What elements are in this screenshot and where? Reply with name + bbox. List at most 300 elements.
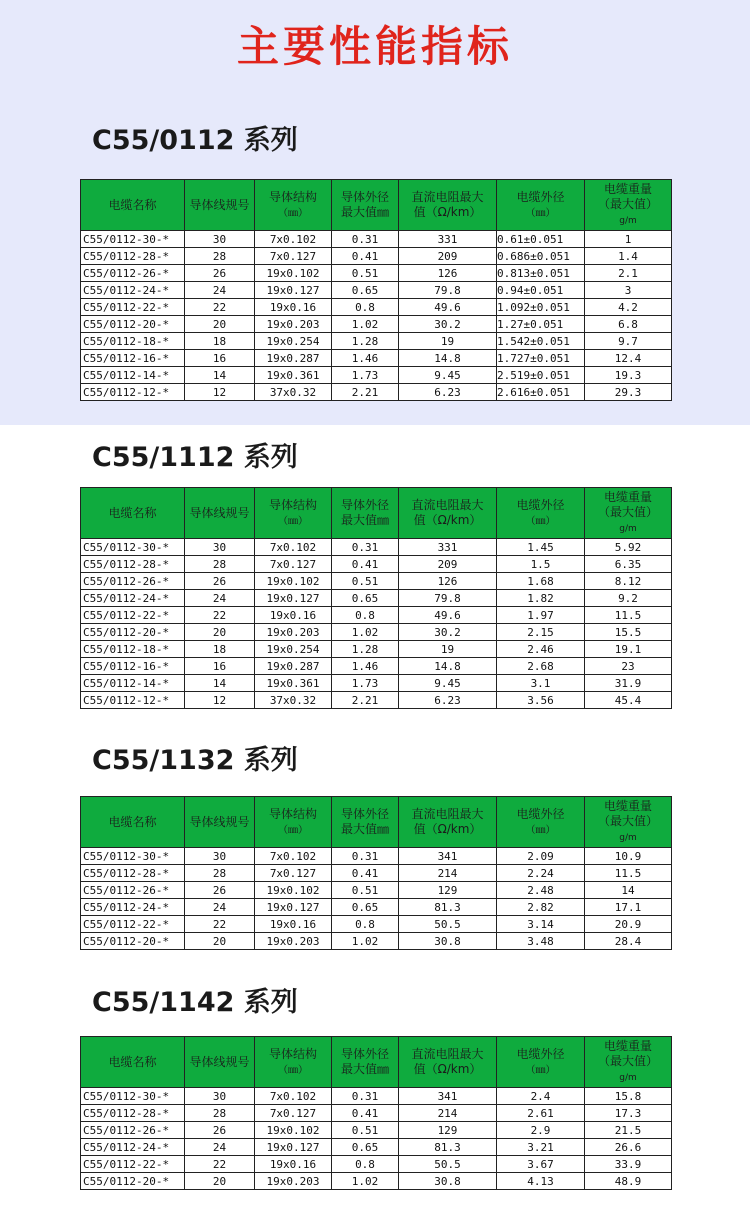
cell-structure: 7x0.102 <box>255 231 332 248</box>
cell-cable-od: 2.48 <box>497 882 585 899</box>
cell-gauge: 22 <box>185 916 255 933</box>
header-text: 直流电阻最大 <box>411 498 484 512</box>
cell-structure: 7x0.127 <box>255 865 332 882</box>
cell-od-max: 0.31 <box>332 539 399 556</box>
cell-cable-name: C55/0112-26-* <box>81 1122 185 1139</box>
cell-od-max: 0.41 <box>332 556 399 573</box>
cell-resistance: 129 <box>399 882 497 899</box>
cell-structure: 19x0.287 <box>255 658 332 675</box>
header-text: （㎜） <box>525 515 556 527</box>
cell-od-max: 0.41 <box>332 1105 399 1122</box>
cell-resistance: 214 <box>399 865 497 882</box>
table-row <box>81 865 672 882</box>
header-gauge <box>185 1037 255 1088</box>
table-row <box>81 367 672 384</box>
cell-cable-od: 1.68 <box>497 573 585 590</box>
cell-cable-name: C55/0112-18-* <box>81 641 185 658</box>
cell-weight: 28.4 <box>585 933 672 950</box>
series-title: C55/1142 系列 <box>92 987 298 1018</box>
cell-resistance: 331 <box>399 539 497 556</box>
cell-weight: 6.35 <box>585 556 672 573</box>
cell-gauge: 20 <box>185 933 255 950</box>
cell-resistance: 30.2 <box>399 316 497 333</box>
cell-cable-name: C55/0112-28-* <box>81 248 185 265</box>
table-row <box>81 933 672 950</box>
cell-cable-od: 2.4 <box>497 1088 585 1105</box>
header-text: 电缆名称 <box>108 505 157 520</box>
cell-cable-od: 1.97 <box>497 607 585 624</box>
cell-cable-od: 2.09 <box>497 848 585 865</box>
cell-od-max: 1.28 <box>332 641 399 658</box>
table-row <box>81 624 672 641</box>
header-text: 直流电阻最大 <box>411 190 484 204</box>
table-row <box>81 539 672 556</box>
header-gauge <box>185 180 255 231</box>
cell-structure: 19x0.102 <box>255 573 332 590</box>
cell-weight: 3 <box>585 282 672 299</box>
header-text: 电缆名称 <box>108 1054 157 1069</box>
cell-resistance: 50.5 <box>399 916 497 933</box>
cell-cable-od: 2.519±0.051 <box>497 367 585 384</box>
cell-cable-od: 1.542±0.051 <box>497 333 585 350</box>
cell-cable-name: C55/0112-22-* <box>81 916 185 933</box>
header-text: 电缆重量 <box>603 489 652 504</box>
header-text: （最大值） <box>597 504 658 519</box>
cell-cable-od: 2.82 <box>497 899 585 916</box>
header-text: g/m <box>619 523 637 534</box>
table-row <box>81 1088 672 1105</box>
series-title: C55/1132 系列 <box>92 745 298 776</box>
cell-gauge: 16 <box>185 658 255 675</box>
header-text: 电缆名称 <box>108 814 157 829</box>
cell-cable-od: 1.5 <box>497 556 585 573</box>
cell-gauge: 14 <box>185 367 255 384</box>
header-text: g/m <box>619 1072 637 1083</box>
cell-gauge: 26 <box>185 882 255 899</box>
header-text: （㎜） <box>525 1064 556 1076</box>
cell-gauge: 26 <box>185 573 255 590</box>
table-row <box>81 1139 672 1156</box>
cell-structure: 19x0.203 <box>255 316 332 333</box>
cell-resistance: 19 <box>399 641 497 658</box>
cell-od-max: 1.46 <box>332 350 399 367</box>
header-text: g/m <box>619 215 637 226</box>
header-cable-name <box>81 488 185 539</box>
cell-structure: 7x0.102 <box>255 1088 332 1105</box>
cell-gauge: 24 <box>185 282 255 299</box>
table-row <box>81 641 672 658</box>
cell-resistance: 129 <box>399 1122 497 1139</box>
series-title: C55/0112 系列 <box>92 125 298 156</box>
cell-cable-od: 3.21 <box>497 1139 585 1156</box>
table-row <box>81 1122 672 1139</box>
cell-weight: 5.92 <box>585 539 672 556</box>
cell-resistance: 6.23 <box>399 692 497 709</box>
cell-od-max: 1.02 <box>332 316 399 333</box>
header-od-max <box>332 1037 399 1088</box>
table-row <box>81 573 672 590</box>
header-text: 导体外径 <box>340 807 389 821</box>
cell-cable-od: 3.1 <box>497 675 585 692</box>
cell-cable-name: C55/0112-20-* <box>81 933 185 950</box>
cell-od-max: 0.31 <box>332 231 399 248</box>
cell-weight: 20.9 <box>585 916 672 933</box>
cell-cable-name: C55/0112-24-* <box>81 1139 185 1156</box>
cell-weight: 48.9 <box>585 1173 672 1190</box>
cell-weight: 26.6 <box>585 1139 672 1156</box>
cell-od-max: 0.51 <box>332 882 399 899</box>
cell-cable-name: C55/0112-28-* <box>81 865 185 882</box>
header-text: （最大值） <box>597 1053 658 1068</box>
cell-weight: 17.3 <box>585 1105 672 1122</box>
cell-resistance: 81.3 <box>399 1139 497 1156</box>
cell-od-max: 0.51 <box>332 573 399 590</box>
header-text: 导体外径 <box>340 1047 389 1061</box>
header-text: 电缆重量 <box>603 1038 652 1053</box>
cell-weight: 14 <box>585 882 672 899</box>
cell-cable-od: 1.092±0.051 <box>497 299 585 316</box>
cell-od-max: 0.65 <box>332 1139 399 1156</box>
cell-weight: 2.1 <box>585 265 672 282</box>
cell-cable-od: 2.68 <box>497 658 585 675</box>
cell-gauge: 22 <box>185 607 255 624</box>
header-text: g/m <box>619 832 637 843</box>
table-row <box>81 916 672 933</box>
header-text: 值（Ω/km） <box>413 1062 482 1076</box>
header-cable-name <box>81 1037 185 1088</box>
header-text: 最大值㎜ <box>340 822 389 836</box>
header-weight <box>585 1037 672 1088</box>
header-text: 值（Ω/km） <box>413 822 482 836</box>
header-text: 导体线规号 <box>189 1054 250 1069</box>
cell-gauge: 24 <box>185 590 255 607</box>
cell-gauge: 26 <box>185 1122 255 1139</box>
table-row <box>81 231 672 248</box>
cell-cable-name: C55/0112-14-* <box>81 675 185 692</box>
cell-cable-name: C55/0112-26-* <box>81 265 185 282</box>
cell-resistance: 14.8 <box>399 350 497 367</box>
table-row <box>81 899 672 916</box>
cell-resistance: 49.6 <box>399 299 497 316</box>
cell-gauge: 18 <box>185 641 255 658</box>
header-cable-od <box>497 180 585 231</box>
cell-cable-name: C55/0112-18-* <box>81 333 185 350</box>
table-row <box>81 848 672 865</box>
cell-resistance: 6.23 <box>399 384 497 401</box>
cell-gauge: 26 <box>185 265 255 282</box>
header-gauge <box>185 488 255 539</box>
table-row <box>81 282 672 299</box>
header-text: 导体外径 <box>340 498 389 512</box>
cell-cable-name: C55/0112-30-* <box>81 848 185 865</box>
cell-resistance: 30.8 <box>399 933 497 950</box>
series-title: C55/1112 系列 <box>92 442 298 473</box>
header-weight <box>585 488 672 539</box>
cell-cable-od: 3.67 <box>497 1156 585 1173</box>
header-text: 电缆重量 <box>603 798 652 813</box>
cell-od-max: 1.02 <box>332 1173 399 1190</box>
cell-cable-name: C55/0112-22-* <box>81 299 185 316</box>
cell-structure: 7x0.102 <box>255 848 332 865</box>
cell-cable-od: 0.813±0.051 <box>497 265 585 282</box>
cell-gauge: 14 <box>185 675 255 692</box>
table-row <box>81 1105 672 1122</box>
header-text: 导体线规号 <box>189 197 250 212</box>
cell-cable-name: C55/0112-24-* <box>81 282 185 299</box>
cell-od-max: 0.41 <box>332 865 399 882</box>
cell-cable-name: C55/0112-26-* <box>81 573 185 590</box>
header-row <box>81 488 672 539</box>
cell-weight: 1 <box>585 231 672 248</box>
header-cable-name <box>81 797 185 848</box>
cell-cable-name: C55/0112-24-* <box>81 899 185 916</box>
cell-cable-name: C55/0112-30-* <box>81 539 185 556</box>
header-resistance <box>399 488 497 539</box>
header-text: 最大值㎜ <box>340 1062 389 1076</box>
cell-structure: 19x0.287 <box>255 350 332 367</box>
cell-cable-name: C55/0112-22-* <box>81 607 185 624</box>
header-text: （㎜） <box>278 515 308 527</box>
header-cable-od <box>497 488 585 539</box>
header-resistance <box>399 797 497 848</box>
cell-resistance: 126 <box>399 573 497 590</box>
header-text: 导体线规号 <box>189 505 250 520</box>
cell-od-max: 1.28 <box>332 333 399 350</box>
cell-weight: 21.5 <box>585 1122 672 1139</box>
header-text: 最大值㎜ <box>340 205 389 219</box>
cell-resistance: 79.8 <box>399 282 497 299</box>
cell-gauge: 24 <box>185 899 255 916</box>
cell-cable-od: 2.46 <box>497 641 585 658</box>
cell-gauge: 30 <box>185 231 255 248</box>
cell-cable-name: C55/0112-30-* <box>81 231 185 248</box>
table-row <box>81 675 672 692</box>
cell-weight: 33.9 <box>585 1156 672 1173</box>
cell-gauge: 30 <box>185 848 255 865</box>
header-text: （最大值） <box>597 813 658 828</box>
cell-weight: 11.5 <box>585 865 672 882</box>
header-cable-od <box>497 797 585 848</box>
header-text: 电缆重量 <box>603 181 652 196</box>
cell-structure: 19x0.127 <box>255 282 332 299</box>
table-row <box>81 590 672 607</box>
header-structure <box>255 797 332 848</box>
cell-od-max: 0.31 <box>332 1088 399 1105</box>
cell-resistance: 341 <box>399 848 497 865</box>
cell-cable-od: 1.82 <box>497 590 585 607</box>
header-text: 直流电阻最大 <box>411 1047 484 1061</box>
cell-structure: 19x0.102 <box>255 1122 332 1139</box>
cell-cable-name: C55/0112-12-* <box>81 692 185 709</box>
header-weight <box>585 797 672 848</box>
cell-weight: 8.12 <box>585 573 672 590</box>
header-weight <box>585 180 672 231</box>
cell-gauge: 18 <box>185 333 255 350</box>
header-cable-name <box>81 180 185 231</box>
header-text: 值（Ω/km） <box>413 513 482 527</box>
cell-structure: 19x0.203 <box>255 624 332 641</box>
cell-weight: 10.9 <box>585 848 672 865</box>
cell-structure: 19x0.16 <box>255 1156 332 1173</box>
cell-structure: 19x0.203 <box>255 1173 332 1190</box>
cell-resistance: 126 <box>399 265 497 282</box>
cell-gauge: 28 <box>185 248 255 265</box>
cell-weight: 15.8 <box>585 1088 672 1105</box>
cell-od-max: 0.31 <box>332 848 399 865</box>
cell-cable-od: 2.9 <box>497 1122 585 1139</box>
cell-resistance: 214 <box>399 1105 497 1122</box>
header-text: 电缆外径 <box>516 806 565 821</box>
cell-od-max: 0.8 <box>332 299 399 316</box>
cell-weight: 23 <box>585 658 672 675</box>
cell-cable-od: 0.61±0.051 <box>497 231 585 248</box>
header-text: 导体结构 <box>268 1046 317 1061</box>
table-row <box>81 556 672 573</box>
table-row <box>81 333 672 350</box>
cell-od-max: 2.21 <box>332 692 399 709</box>
cell-resistance: 30.2 <box>399 624 497 641</box>
cell-resistance: 79.8 <box>399 590 497 607</box>
cell-structure: 19x0.102 <box>255 265 332 282</box>
cell-resistance: 9.45 <box>399 675 497 692</box>
cell-structure: 19x0.102 <box>255 882 332 899</box>
cell-cable-od: 2.61 <box>497 1105 585 1122</box>
cell-weight: 4.2 <box>585 299 672 316</box>
header-gauge <box>185 797 255 848</box>
table-row <box>81 1173 672 1190</box>
header-row <box>81 797 672 848</box>
cell-structure: 19x0.254 <box>255 641 332 658</box>
cell-cable-name: C55/0112-28-* <box>81 1105 185 1122</box>
header-row <box>81 180 672 231</box>
cell-structure: 19x0.16 <box>255 299 332 316</box>
header-text: 直流电阻最大 <box>411 807 484 821</box>
cell-od-max: 0.51 <box>332 1122 399 1139</box>
header-cable-od <box>497 1037 585 1088</box>
header-text: 电缆外径 <box>516 189 565 204</box>
cell-od-max: 0.8 <box>332 607 399 624</box>
cell-resistance: 81.3 <box>399 899 497 916</box>
cell-cable-name: C55/0112-30-* <box>81 1088 185 1105</box>
cell-gauge: 30 <box>185 539 255 556</box>
header-text: （㎜） <box>278 207 308 219</box>
cell-weight: 19.3 <box>585 367 672 384</box>
cell-resistance: 209 <box>399 248 497 265</box>
cell-weight: 15.5 <box>585 624 672 641</box>
cell-structure: 19x0.361 <box>255 675 332 692</box>
cell-gauge: 20 <box>185 1173 255 1190</box>
cell-structure: 19x0.203 <box>255 933 332 950</box>
table-row <box>81 350 672 367</box>
cell-gauge: 28 <box>185 556 255 573</box>
cell-weight: 29.3 <box>585 384 672 401</box>
cell-cable-od: 0.94±0.051 <box>497 282 585 299</box>
cell-gauge: 22 <box>185 1156 255 1173</box>
cell-weight: 12.4 <box>585 350 672 367</box>
header-text: 最大值㎜ <box>340 513 389 527</box>
cell-structure: 19x0.16 <box>255 607 332 624</box>
table-row <box>81 299 672 316</box>
cell-structure: 19x0.127 <box>255 590 332 607</box>
cell-cable-name: C55/0112-20-* <box>81 1173 185 1190</box>
spec-table <box>80 1036 672 1190</box>
cell-resistance: 30.8 <box>399 1173 497 1190</box>
cell-cable-name: C55/0112-24-* <box>81 590 185 607</box>
header-text: 导体线规号 <box>189 814 250 829</box>
cell-resistance: 49.6 <box>399 607 497 624</box>
cell-cable-od: 3.48 <box>497 933 585 950</box>
table-row <box>81 1156 672 1173</box>
cell-structure: 37x0.32 <box>255 384 332 401</box>
header-resistance <box>399 1037 497 1088</box>
table-row <box>81 316 672 333</box>
cell-gauge: 28 <box>185 1105 255 1122</box>
cell-structure: 37x0.32 <box>255 692 332 709</box>
cell-od-max: 1.73 <box>332 367 399 384</box>
cell-cable-name: C55/0112-12-* <box>81 384 185 401</box>
cell-weight: 11.5 <box>585 607 672 624</box>
cell-cable-od: 1.45 <box>497 539 585 556</box>
cell-resistance: 19 <box>399 333 497 350</box>
table-row <box>81 265 672 282</box>
header-row <box>81 1037 672 1088</box>
cell-od-max: 0.41 <box>332 248 399 265</box>
cell-od-max: 0.65 <box>332 590 399 607</box>
cell-weight: 6.8 <box>585 316 672 333</box>
cell-od-max: 0.51 <box>332 265 399 282</box>
header-text: 导体结构 <box>268 497 317 512</box>
cell-cable-od: 3.14 <box>497 916 585 933</box>
spec-table <box>80 179 672 401</box>
cell-cable-name: C55/0112-14-* <box>81 367 185 384</box>
table-row <box>81 607 672 624</box>
cell-cable-name: C55/0112-26-* <box>81 882 185 899</box>
header-text: （㎜） <box>525 207 556 219</box>
cell-od-max: 0.65 <box>332 899 399 916</box>
cell-cable-od: 3.56 <box>497 692 585 709</box>
header-text: 电缆名称 <box>108 197 157 212</box>
header-od-max <box>332 488 399 539</box>
header-structure <box>255 488 332 539</box>
cell-cable-od: 2.616±0.051 <box>497 384 585 401</box>
cell-weight: 17.1 <box>585 899 672 916</box>
cell-weight: 19.1 <box>585 641 672 658</box>
cell-resistance: 341 <box>399 1088 497 1105</box>
cell-od-max: 1.73 <box>332 675 399 692</box>
cell-structure: 19x0.361 <box>255 367 332 384</box>
table-row <box>81 692 672 709</box>
cell-od-max: 1.02 <box>332 933 399 950</box>
header-text: 值（Ω/km） <box>413 205 482 219</box>
cell-gauge: 20 <box>185 624 255 641</box>
cell-weight: 9.2 <box>585 590 672 607</box>
header-structure <box>255 1037 332 1088</box>
cell-cable-od: 2.15 <box>497 624 585 641</box>
cell-gauge: 30 <box>185 1088 255 1105</box>
cell-cable-name: C55/0112-20-* <box>81 624 185 641</box>
header-od-max <box>332 180 399 231</box>
cell-cable-name: C55/0112-20-* <box>81 316 185 333</box>
cell-weight: 45.4 <box>585 692 672 709</box>
spec-table <box>80 796 672 950</box>
cell-structure: 7x0.127 <box>255 1105 332 1122</box>
cell-weight: 1.4 <box>585 248 672 265</box>
cell-gauge: 12 <box>185 384 255 401</box>
cell-od-max: 1.02 <box>332 624 399 641</box>
header-text: 导体外径 <box>340 190 389 204</box>
cell-od-max: 0.8 <box>332 916 399 933</box>
cell-structure: 7x0.127 <box>255 556 332 573</box>
